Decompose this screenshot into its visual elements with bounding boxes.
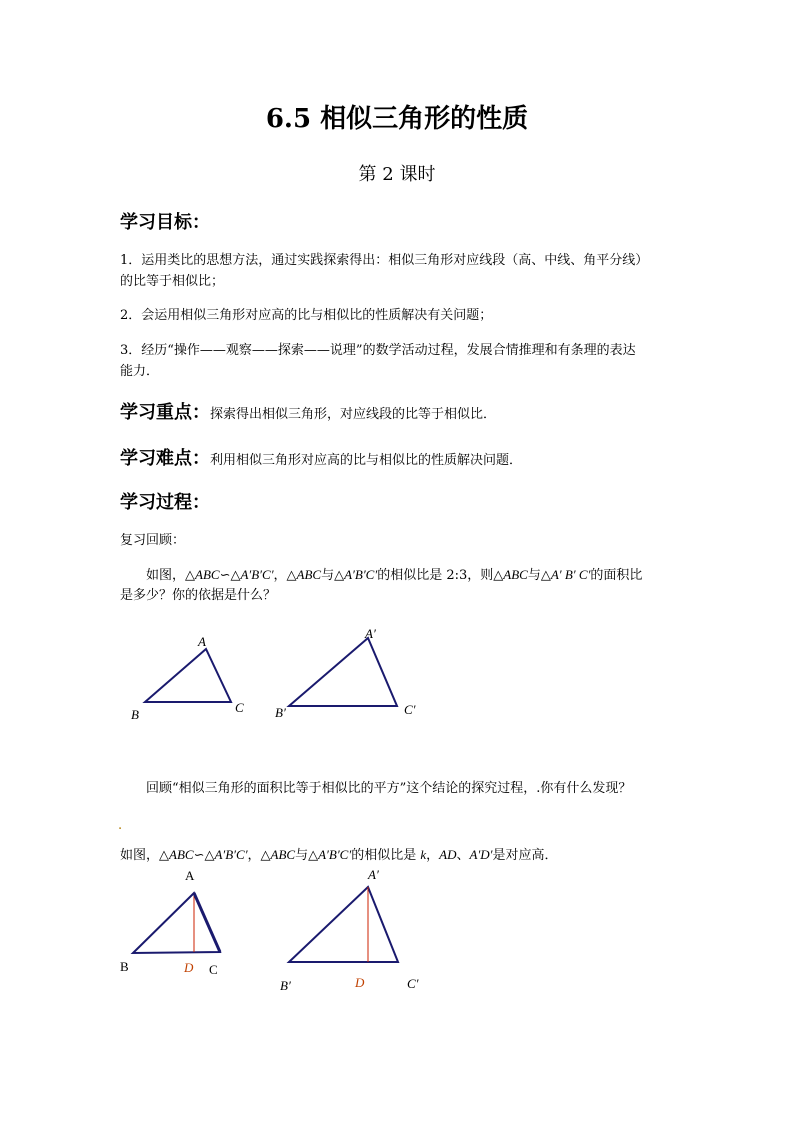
objective-item-3: 3．经历“操作——观察——探索——说理”的数学活动过程，发展合情推理和有条理的表达 bbox=[120, 343, 636, 358]
key-point-heading: 学习重点： bbox=[120, 402, 210, 423]
triangle-apbpcp bbox=[289, 638, 397, 706]
label-b-large: B′ bbox=[275, 705, 286, 720]
page-title: 6.5 相似三角形的性质 bbox=[265, 104, 529, 134]
objectives-heading: 学习目标： bbox=[120, 212, 210, 233]
label-a2-large: A′ bbox=[368, 867, 379, 882]
difficulty bbox=[120, 444, 522, 470]
triangle-abc bbox=[145, 649, 231, 702]
key-point-text: 探索得出相似三角形，对应线段的比等于相似比． bbox=[210, 407, 497, 422]
objective-item-3-cont: 能力． bbox=[120, 364, 160, 379]
label-d2-small: D bbox=[184, 960, 194, 975]
label-c2-large: C′ bbox=[407, 976, 419, 991]
question-1-cont: 是多少？你的依据是什么？ bbox=[120, 588, 277, 603]
objective-item-1-cont: 的比等于相似比； bbox=[120, 274, 225, 289]
dot-marker: . bbox=[118, 818, 123, 833]
question-2: 如图，△ABC∽△A′B′C′，△ABC与△A′B′C′的相似比是 k，AD、A′D′是对应高． bbox=[120, 847, 558, 863]
triangle-abc-altitude bbox=[133, 893, 220, 953]
review-label: 复习回顾： bbox=[120, 533, 186, 548]
label-b-small: B bbox=[131, 707, 139, 722]
difficulty-heading: 学习难点： bbox=[120, 448, 210, 469]
lesson-subtitle: 第 2 课时 bbox=[358, 164, 436, 185]
process-heading: 学习过程： bbox=[120, 492, 210, 513]
objective-item-1: 1．运用类比的思想方法，通过实践探索得出：相似三角形对应线段（高、中线、角平分线） bbox=[120, 253, 649, 268]
label-d2-large: D bbox=[355, 975, 365, 990]
label-a-small: A bbox=[198, 634, 206, 649]
label-c-large: C′ bbox=[404, 702, 416, 717]
label-b2-small: B bbox=[120, 959, 129, 974]
key-point bbox=[120, 398, 496, 424]
triangle-apbpcp-altitude bbox=[289, 887, 398, 962]
objective-item-2: 2．会运用相似三角形对应高的比与相似比的性质解决有关问题； bbox=[120, 308, 493, 323]
question-1: 如图，△ABC∽△A′B′C′，△ABC与△A′B′C′的相似比是 2:3，则△ABC与△A′ B′ C′的面积比 bbox=[146, 567, 643, 583]
side-ac-bold bbox=[194, 893, 220, 952]
label-b2-large: B′ bbox=[280, 978, 291, 993]
label-c-small: C bbox=[235, 700, 244, 715]
label-a-large: A′ bbox=[365, 626, 376, 641]
difficulty-text: 利用相似三角形对应高的比与相似比的性质解决问题． bbox=[210, 453, 523, 468]
recall-question: 回顾“相似三角形的面积比等于相似比的平方”这个结论的探究过程，.你有什么发现？ bbox=[146, 781, 632, 796]
label-c2-small: C bbox=[209, 962, 218, 977]
label-a2-small: A bbox=[185, 868, 195, 883]
